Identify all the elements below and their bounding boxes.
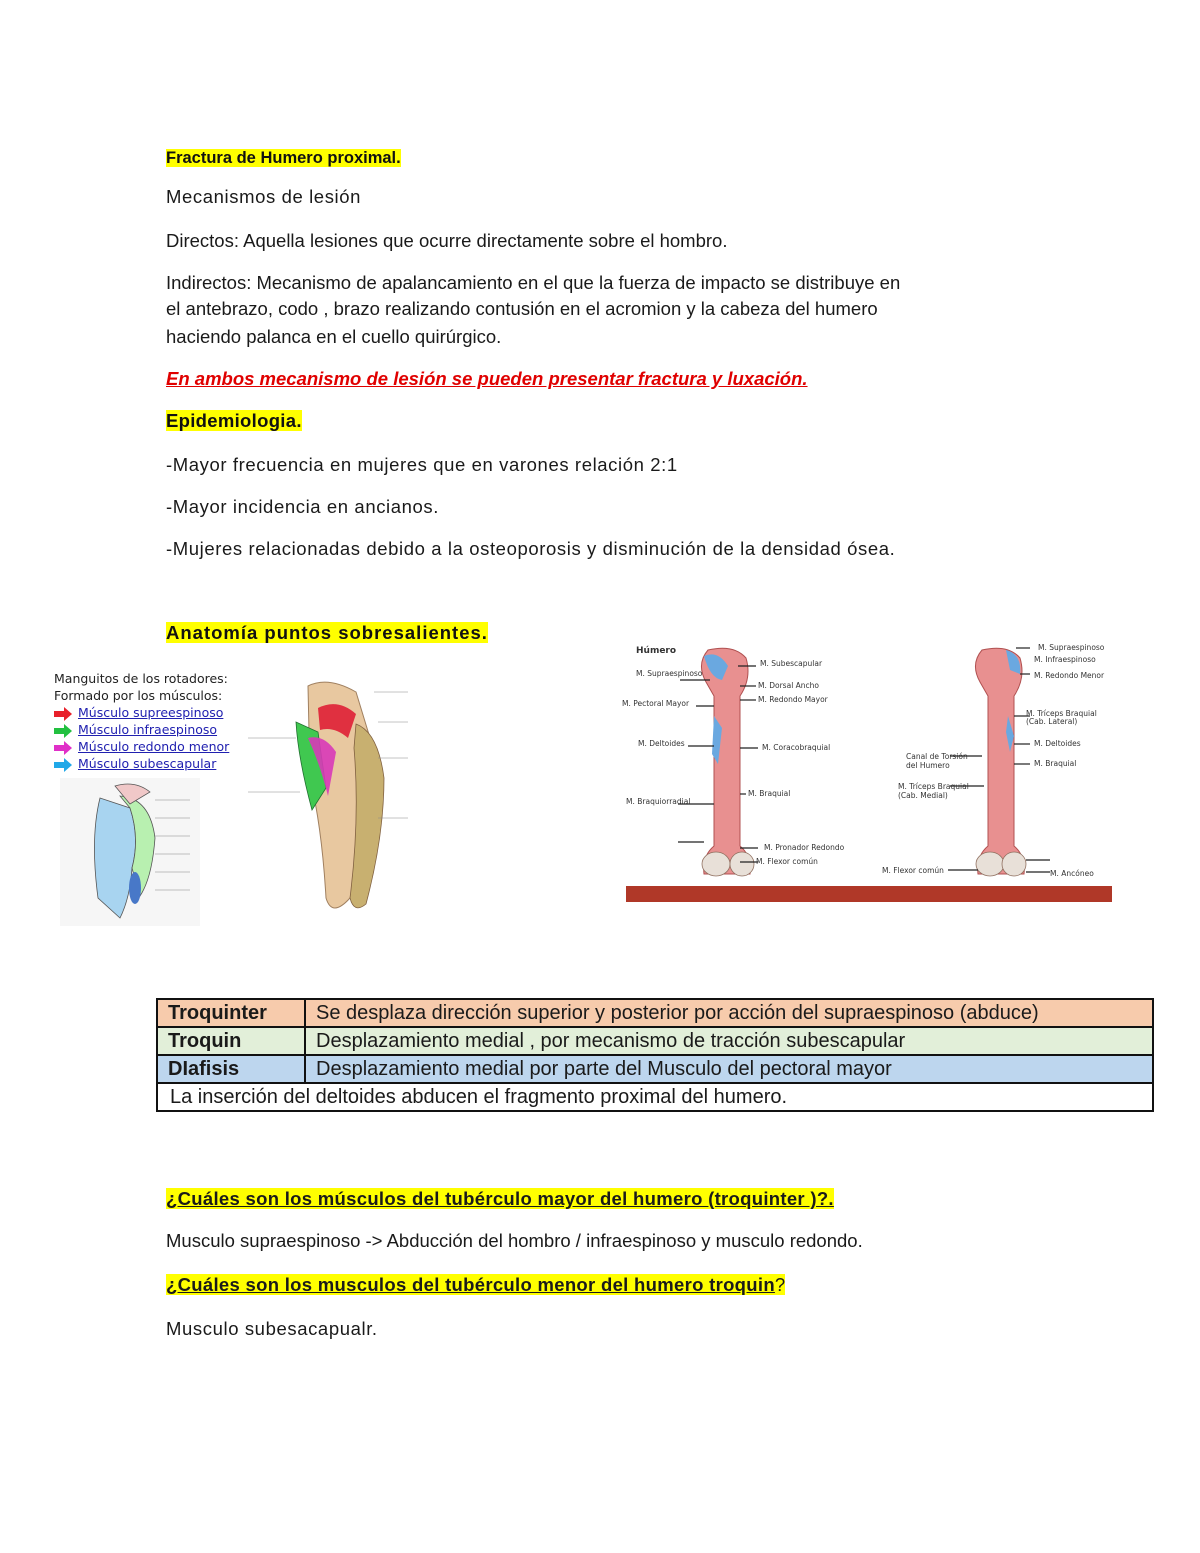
arrow-right-icon	[54, 743, 72, 753]
humerus-label: M. Coracobraquial	[762, 743, 831, 752]
epi-item: -Mujeres relacionadas debido a la osteoporosis y disminución de la densidad ósea.	[166, 538, 896, 559]
epi-item: -Mayor incidencia en ancianos.	[166, 496, 440, 517]
humerus-label: M. Supraespinoso	[1038, 643, 1105, 652]
humerus-label: M. Tríceps Braquial (Cab. Medial)	[898, 782, 969, 800]
rotator-cuff-legend: Manguitos de los rotadores: Formado por los músculos: Músculo supreespinoso Músculo infraespinoso Músculo redondo menor Músculo subescapular	[54, 670, 234, 772]
humerus-label: M. Deltoides	[1034, 739, 1081, 748]
humerus-label: M. Ancóneo	[1050, 869, 1094, 878]
table-footer-row	[157, 1083, 1153, 1111]
table-row-text: Se desplaza dirección superior y posterior por acción del supraespinoso (abduce)	[305, 999, 1153, 1027]
humerus-label: M. Pectoral Mayor	[622, 699, 690, 708]
table-row-label: Troquin	[157, 1027, 305, 1055]
indirect-line-1: Indirectos: Mecanismo de apalancamiento en el que la fuerza de impacto se distribuye en	[166, 272, 901, 293]
humerus-label: M. Braquiorradial	[626, 797, 691, 806]
humerus-label: M. Deltoides	[638, 739, 685, 748]
mechanisms-heading: Mecanismos de lesión	[166, 186, 362, 207]
humerus-label: M. Infraespinoso	[1034, 655, 1096, 664]
legend-item-infraspinatus[interactable]: Músculo infraespinoso	[54, 721, 234, 738]
arrow-right-icon	[54, 709, 72, 719]
epi-item: -Mayor frecuencia en mujeres que en varones relación 2:1	[166, 454, 678, 475]
humerus-label: Canal de Torsión del Humero	[906, 752, 968, 770]
fragment-displacement-table	[156, 998, 1154, 1112]
shoulder-muscles-image	[238, 668, 418, 930]
humerus-label: M. Flexor común	[756, 857, 818, 866]
red-note-text: En ambos mecanismo de lesión se pueden presentar fractura y luxación.	[166, 368, 808, 389]
humerus-label: M. Flexor común	[882, 866, 944, 875]
direct-mechanism: Directos: Aquella lesiones que ocurre directamente sobre el hombro.	[166, 230, 728, 251]
humerus-label: M. Braquial	[1034, 759, 1077, 768]
scapula-diagram-image	[60, 778, 200, 926]
indirect-line-2: el antebrazo, codo , brazo realizando contusión en el acromion y la cabeza del humero	[166, 298, 878, 319]
humerus-label: M. Braquial	[748, 789, 791, 798]
anatomy-heading: Anatomía puntos sobresalientes.	[166, 622, 488, 643]
table-row-text: Desplazamiento medial , por mecanismo de tracción subescapular	[305, 1027, 1153, 1055]
humerus-label: M. Dorsal Ancho	[758, 681, 820, 690]
table-footer: La inserción del deltoides abducen el fragmento proximal del humero.	[157, 1083, 1153, 1111]
legend-item-supraspinatus[interactable]: Músculo supreespinoso	[54, 704, 234, 721]
arrow-right-icon	[54, 760, 72, 770]
legend-item-subscapularis[interactable]: Músculo subescapular	[54, 755, 234, 772]
humero-label: Húmero	[636, 646, 677, 656]
humerus-label: M. Subescapular	[760, 659, 823, 668]
document-title: Fractura de Humero proximal.	[166, 149, 401, 167]
table-row-label: Troquinter	[157, 999, 305, 1027]
table-row-label: DIafisis	[157, 1055, 305, 1083]
humerus-label: M. Tríceps Braquial (Cab. Lateral)	[1026, 709, 1097, 726]
red-note	[166, 364, 808, 393]
humerus-label: M. Supraespinoso	[636, 669, 703, 678]
table-row	[157, 1055, 1153, 1083]
answer-1: Musculo supraespinoso -> Abducción del hombro / infraespinoso y musculo redondo.	[166, 1230, 863, 1251]
humerus-label: M. Redondo Mayor	[758, 695, 828, 704]
indirect-line-3: haciendo palanca en el cuello quirúrgico.	[166, 326, 502, 347]
epidemiology-heading: Epidemiologia.	[166, 410, 302, 431]
arrow-right-icon	[54, 726, 72, 736]
answer-2: Musculo subesacapualr.	[166, 1318, 378, 1339]
question-1: ¿Cuáles son los músculos del tubérculo mayor del humero (troquinter )?.	[166, 1188, 834, 1209]
table-row-text: Desplazamiento medial por parte del Musculo del pectoral mayor	[305, 1055, 1153, 1083]
humerus-label: M. Pronador Redondo	[764, 843, 845, 852]
humerus-label: M. Redondo Menor	[1034, 671, 1105, 680]
table-row	[157, 999, 1153, 1027]
legend-item-teres-minor[interactable]: Músculo redondo menor	[54, 738, 234, 755]
question-2: ¿Cuáles son los musculos del tubérculo menor del humero troquin?	[166, 1274, 786, 1295]
table-row	[157, 1027, 1153, 1055]
